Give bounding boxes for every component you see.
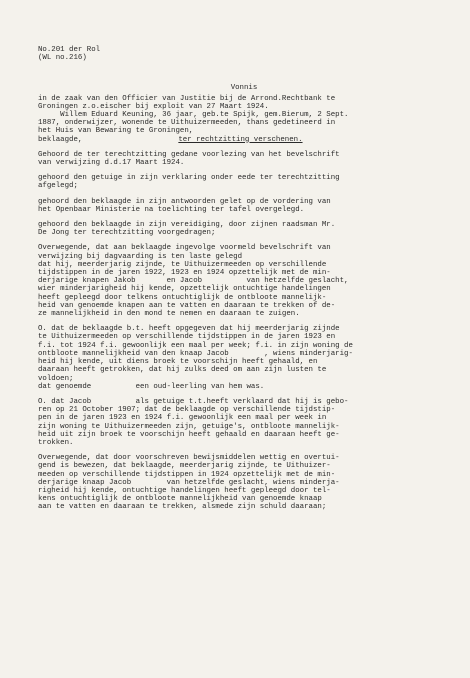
text-line: afgelegd;	[38, 182, 78, 191]
text-line: Gehoord de ter terechtzitting gedane voorlezing van het bevelschrift	[38, 150, 340, 159]
document-header	[38, 46, 450, 62]
text-line	[38, 136, 450, 144]
text-line: dat hij, meerderjarig zijnde, te Uithuizermeeden op verschillende	[38, 260, 327, 269]
text-line: Overwegende, dat door voorschreven bewijsmiddelen wettig en overtui-	[38, 454, 340, 463]
document-title: Vonnis	[230, 84, 258, 93]
wl-number: (WL no.216)	[38, 54, 87, 63]
text-line: van verwijzing d.d.17 Maart 1924.	[38, 159, 185, 168]
appearance-note: ter rechtzitting verschenen.	[178, 135, 303, 144]
text-line: in de zaak van den Officier van Justitie bij de Arrond.Rechtbank te	[38, 94, 336, 103]
paragraph	[38, 174, 450, 190]
text-line: daaraan heeft getrokken, dat hij zulks deed om aan zijn lusten te	[38, 366, 327, 375]
text-line: gend is bewezen, dat beklaagde, meerderjarig zijnde, te Uithuizer-	[38, 462, 331, 471]
text-line: trokken.	[38, 438, 74, 447]
text-line: pen in de jaren 1923 en 1924 f.i. gewoonlijk een maal per week in	[38, 414, 327, 423]
paragraph	[38, 244, 450, 318]
text-line: gehoord den getuige in zijn verklaring onder eede ter terechtzitting	[38, 174, 340, 183]
text-line: heid hij kende, uit diens broek te voorschijn heeft gehaald, en	[38, 358, 318, 367]
text-line: O. dat de beklaagde b.t. heeft opgegeven dat hij meerderjarig zijnde	[38, 325, 340, 334]
text-line: Groningen z.o.eischer bij exploit van 27 Maart 1924.	[38, 102, 269, 111]
defendant-label: beklaagde,	[38, 135, 83, 144]
paragraph	[38, 151, 450, 167]
paragraph	[38, 95, 450, 136]
paragraph	[38, 221, 450, 237]
text-line: het Huis van Bewaring te Groningen,	[38, 127, 194, 136]
text-line: verwijzing bij dagvaarding is ten laste gelegd	[38, 252, 243, 261]
text-line: derjarige knapen Jakob en Jacob van hetzelfde geslacht,	[38, 277, 349, 286]
text-line: heid uit zijn broek te voorschijn heeft gehaald en daaraan heeft ge-	[38, 430, 340, 439]
text-line: kens ontuchtiglijk de ontbloote mannelijkheid van genoemde knaap	[38, 495, 322, 504]
paragraph	[38, 398, 450, 447]
text-line: Willem Eduard Keuning, 36 jaar, geb.te Spijk, gem.Bierum, 2 Sept.	[38, 111, 349, 120]
text-line: meeden op verschillende tijdstippen in 1924 opzettelijk met de min-	[38, 470, 336, 479]
text-line: gehoord den beklaagde in zijn vereidiging, door zijnen raadsman Mr.	[38, 221, 336, 230]
text-line: ontbloote mannelijkheid van den knaap Jacob , wiens minderjarig-	[38, 349, 353, 358]
text-line: derjarige knaap Jacob van hetzelfde geslacht, wiens minderja-	[38, 478, 340, 487]
text-line: te Uithuizermeeden op verschillende tijdstippen in de jaren 1923 en	[38, 333, 336, 342]
text-line: De Jong ter terechtzitting voorgedragen;	[38, 229, 216, 238]
text-line: gehoord den beklaagde in zijn antwoorden gelet op de vordering van	[38, 197, 331, 206]
text-line: Overwegende, dat aan beklaagde ingevolge voormeld bevelschrift van	[38, 244, 331, 253]
typed-document	[38, 46, 450, 512]
text-line: heeft gepleegd door telkens ontuchtiglijk de ontbloote mannelijk-	[38, 293, 327, 302]
text-line: f.i. tot 1924 f.i. gewoonlijk een maal per week; f.i. in zijn woning de	[38, 341, 353, 350]
text-line: O. dat Jacob als getuige t.t.heeft verklaard dat hij is gebo-	[38, 397, 349, 406]
text-line: tijdstippen in de jaren 1922, 1923 en 1924 opzettelijk met de min-	[38, 269, 331, 278]
text-line: ze mannelijkheid in den mond te nemen en daaraan te zuigen.	[38, 310, 300, 319]
text-line: wier minderjarigheid hij kende, opzettelijk ontuchtige handelingen	[38, 285, 331, 294]
text-line: heid van genoemde knapen aan te vatten en daaraan te trekken of de-	[38, 301, 336, 310]
text-line: righeid hij kende, ontuchtige handelingen heeft gepleegd door tel-	[38, 486, 331, 495]
text-line: dat genoemde een oud-leerling van hem was.	[38, 382, 265, 391]
paragraph	[38, 454, 450, 511]
text-line: het Openbaar Ministerie na toelichting ter tafel overgelegd.	[38, 205, 305, 214]
text-line: aan te vatten en daaraan te trekken, alsmede zijn schuld daaraan;	[38, 503, 327, 512]
text-line: voldoen;	[38, 374, 74, 383]
text-line: 1887, onderwijzer, wonende te Uithuizermeeden, thans gedetineerd in	[38, 119, 336, 128]
text-line: ren op 21 October 1907; dat de beklaagde op verschillende tijdstip-	[38, 406, 336, 415]
text-line: zijn woning te Uithuizermeeden zijn, getuige's, ontbloote mannelijk-	[38, 422, 340, 431]
paragraph	[38, 325, 450, 391]
paragraph	[38, 136, 450, 144]
roll-number: No.201 der Rol	[38, 46, 101, 54]
document-body	[38, 95, 450, 512]
paragraph	[38, 198, 450, 214]
